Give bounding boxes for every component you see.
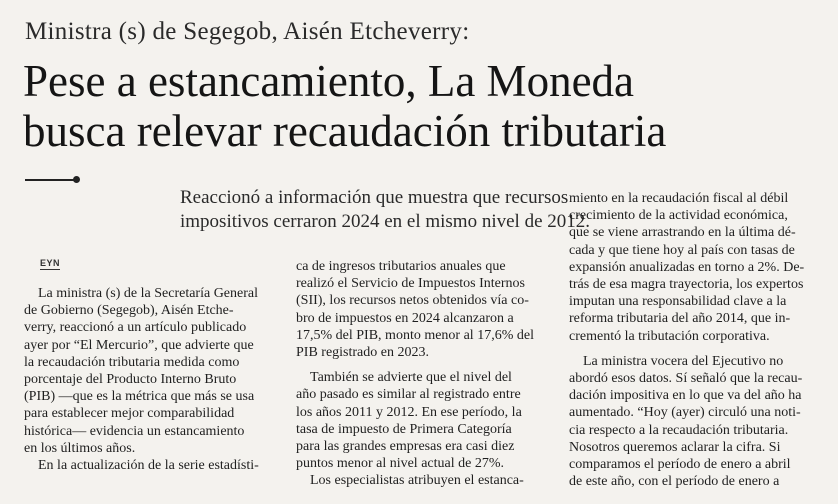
body-line: la recaudación tributaria medida como <box>24 354 240 370</box>
byline: EYN <box>40 258 61 268</box>
body-line: trás de esa magra trayectoria, los expertos <box>569 277 804 293</box>
body-line: aumentado. “Hoy (ayer) circuló una noti- <box>569 405 801 421</box>
deck-line: Reaccionó a información que muestra que recursos <box>180 187 569 208</box>
body-line: (PIB) —que es la métrica que más se usa <box>24 389 255 405</box>
body-line: (SII), los recursos netos obtenidos vía co- <box>296 293 529 309</box>
body-line: tasa de impuesto de Primera Categoría <box>296 421 512 437</box>
rule-dot <box>73 176 80 183</box>
body-line: reforma tributaria del año 2014, que in- <box>569 311 791 327</box>
body-line: En la actualización de la serie estadísti- <box>38 458 259 474</box>
deck <box>180 186 591 234</box>
paragraph-gap <box>296 361 551 369</box>
body-line: miento en la recaudación fiscal al débil <box>569 191 789 206</box>
body-line: puntos menor al nivel actual de 27%. <box>296 456 504 472</box>
body-line: cada y que tiene hoy al país con tasas de <box>569 242 795 258</box>
body-line: La ministra vocera del Ejecutivo no <box>583 353 784 369</box>
body-line: Nosotros queremos aclarar la cifra. Si <box>569 439 781 455</box>
section-rule <box>25 179 75 181</box>
headline <box>23 56 833 156</box>
body-column-2 <box>296 258 551 490</box>
body-line: expansión anualizadas en torno a 2%. De- <box>569 259 805 275</box>
body-line: para establecer mejor comparabilidad <box>24 406 235 422</box>
paragraph-gap <box>569 345 824 353</box>
body-line: de Gobierno (Segegob), Aisén Etche- <box>24 303 234 319</box>
headline-line: Pese a estancamiento, La Moneda <box>23 56 635 106</box>
body-line: año pasado es similar al registrado entre <box>296 387 521 403</box>
body-line: los años 2011 y 2012. En ese período, la <box>296 404 522 420</box>
body-line: abordó esos datos. Sí señaló que la recau- <box>569 371 803 387</box>
body-line: histórica— evidencia un estancamiento <box>24 423 245 439</box>
body-line: dación impositiva en lo que va del año ha <box>569 388 802 404</box>
body-line: También se advierte que el nivel del <box>310 370 512 386</box>
body-line: cia respecto a la recaudación tributaria. <box>569 422 789 438</box>
body-line: ayer por “El Mercurio”, que advierte que <box>24 337 254 353</box>
kicker: Ministra (s) de Segegob, Aisén Etcheverry: <box>25 18 470 45</box>
body-line: verry, reaccionó a un artículo publicado <box>24 320 247 336</box>
body-line: porcentaje del Producto Interno Bruto <box>24 372 237 388</box>
headline-line: busca relevar recaudación tributaria <box>23 106 667 156</box>
body-line: ca de ingresos tributarios anuales que <box>296 259 506 274</box>
body-line: comparamos el período de enero a abril <box>569 457 791 473</box>
body-line: crecimiento de la actividad económica, <box>569 208 788 224</box>
body-line: realizó el Servicio de Impuestos Internos <box>296 276 525 292</box>
body-column-1 <box>24 285 279 474</box>
body-line: 17,5% del PIB, monto menor al 17,6% del <box>296 327 534 343</box>
body-line: La ministra (s) de la Secretaría General <box>38 286 259 301</box>
deck-line: impositivos cerraron 2024 en el mismo nivel de 2012. <box>180 211 591 232</box>
body-line: para las grandes empresas era casi diez <box>296 439 515 455</box>
body-line: de este año, con el período de enero a <box>569 474 780 490</box>
body-line: Los especialistas atribuyen el estanca- <box>310 473 524 489</box>
body-line: bro de impuestos en 2024 alcanzaron a <box>296 310 514 326</box>
body-line: que se viene arrastrando en la última dé- <box>569 225 796 241</box>
body-line: crementó la tributación corporativa. <box>569 328 770 344</box>
body-line: imputan una responsabilidad clave a la <box>569 294 787 310</box>
body-line: en los últimos años. <box>24 440 136 456</box>
body-line: PIB registrado en 2023. <box>296 345 429 361</box>
body-column-3 <box>569 190 824 490</box>
